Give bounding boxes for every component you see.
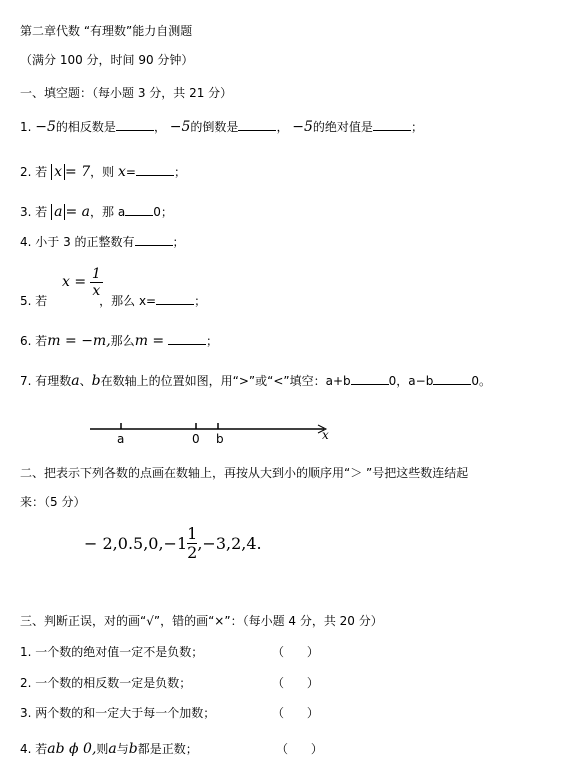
q1-blank-2[interactable] [238, 118, 276, 131]
q1-neg5-c: −5 [292, 119, 313, 135]
j4-answer-paren[interactable]: （ ） [276, 742, 323, 756]
q4-number: 4. [20, 235, 32, 249]
q2-number: 2. [20, 165, 32, 179]
q2-eq: = 7 [65, 164, 91, 180]
section2-heading: 二、把表示下列各数的点画在数轴上，再按从大到小的顺序用“＞ ”号把这些数连结起 [20, 466, 469, 480]
j4-text-and: 与 [116, 742, 129, 756]
section3-heading: 三、判断正误，对的画“√”，错的画“×”：（每小题 4 分，共 20 分） [20, 614, 383, 628]
q4-end: ； [172, 235, 185, 249]
section2-expr-post: ,−3,2,4. [197, 534, 262, 553]
section1-heading: 一、填空题：（每小题 3 分，共 21 分） [20, 86, 233, 100]
q5-text-then: ，那么 x= [99, 294, 157, 308]
judgement-item-4 [20, 740, 198, 758]
question-5 [20, 292, 206, 310]
title: 第二章代数 “有理数”能力自测题 [20, 24, 193, 38]
numberline-label-a: a [117, 432, 125, 446]
q5-blank[interactable] [156, 292, 194, 305]
section2-numbers [84, 525, 262, 562]
q2-end: ； [173, 165, 186, 179]
question-4 [20, 233, 185, 251]
q2-blank[interactable] [136, 163, 174, 176]
section2-heading-cont: 来：（5 分） [20, 495, 86, 509]
q5-frac-num: 1 [91, 266, 101, 282]
judgement-item-1 [20, 643, 203, 661]
j3-number: 3. [20, 706, 32, 720]
j1-text: 一个数的绝对值一定不是负数； [35, 645, 204, 659]
section2-frac-num: 1 [187, 524, 198, 543]
q1-neg5-a: −5 [35, 119, 56, 135]
question-3 [20, 203, 173, 221]
numberline-label-0: 0 [192, 432, 200, 446]
j2-answer-paren[interactable]: （ ） [272, 676, 319, 690]
q7-text-fill: 在数轴上的位置如图，用“>”或“<”填空：a+b [100, 374, 351, 388]
q7-number: 7. [20, 374, 32, 388]
q1-neg5-b: −5 [169, 119, 191, 135]
q1-blank-1[interactable] [116, 118, 154, 131]
q7-sep: 、 [79, 374, 92, 388]
numberline-label-x: x [322, 428, 329, 442]
j4-var-b: b [128, 741, 138, 757]
q1-text-b: 的倒数是 [190, 120, 239, 134]
q2-abs-x: x [51, 164, 65, 180]
q5-text-if: 若 [35, 294, 48, 308]
q6-text-if: 若 [35, 334, 48, 348]
j2-text: 一个数的相反数一定是负数； [35, 676, 192, 690]
q1-text-a: 的相反数是 [55, 120, 116, 134]
j4-text-if: 若 [35, 742, 48, 756]
q6-number: 6. [20, 334, 32, 348]
q2-var-x: x [117, 164, 126, 180]
q1-comma-2: ， [276, 120, 289, 134]
question-6 [20, 332, 218, 350]
q6-expr: m = −m, [47, 333, 111, 349]
q6-expr2: m = [134, 333, 165, 349]
q3-number: 3. [20, 205, 32, 219]
question-2 [20, 163, 186, 181]
j1-number: 1. [20, 645, 32, 659]
section2-frac-den: 2 [187, 543, 198, 562]
q4-text: 小于 3 的正整数有 [35, 235, 135, 249]
q2-equals: = [125, 165, 136, 179]
q5-end: ； [194, 294, 207, 308]
numberline-label-b: b [216, 432, 224, 446]
q1-end: ； [410, 120, 423, 134]
q1-blank-3[interactable] [373, 118, 411, 131]
q7-blank-1[interactable] [351, 372, 389, 385]
subtitle: （满分 100 分，时间 90 分钟） [20, 53, 194, 67]
q6-blank[interactable] [168, 332, 206, 345]
q5-number: 5. [20, 294, 32, 308]
q4-blank[interactable] [135, 233, 173, 246]
q3-eq: = a [65, 204, 91, 220]
j3-text: 两个数的和一定大于每一个加数； [35, 706, 216, 720]
q7-text-a-minus-b: 0，a−b [388, 374, 434, 388]
q7-var-a: a [71, 373, 80, 389]
q3-blank[interactable] [125, 203, 153, 216]
j4-number: 4. [20, 742, 32, 756]
q7-blank-2[interactable] [433, 372, 471, 385]
section2-expr-pre: − 2,0.5,0,−1 [84, 534, 188, 553]
q7-end: 0。 [471, 374, 491, 388]
q1-number: 1. [20, 120, 32, 134]
q2-text-then: ，则 [90, 165, 115, 179]
q1-text-c: 的绝对值是 [312, 120, 373, 134]
j1-answer-paren[interactable]: （ ） [272, 645, 319, 659]
j4-expr: ab ϕ 0, [47, 741, 97, 757]
judgement-item-3 [20, 704, 215, 722]
section2-fraction [187, 525, 197, 562]
question-1 [20, 118, 423, 136]
question-7 [20, 372, 491, 390]
q7-text-rational: 有理数 [35, 374, 72, 388]
j3-answer-paren[interactable]: （ ） [272, 706, 319, 720]
q5-lhs: x = [62, 274, 87, 290]
q1-comma-1: ， [153, 120, 166, 134]
j4-text-positive: 都是正数； [137, 742, 198, 756]
q6-end: ； [205, 334, 218, 348]
q6-text-then: 那么 [110, 334, 135, 348]
q7-var-b: b [91, 373, 101, 389]
j4-text-then: 则 [96, 742, 109, 756]
j4-var-a: a [108, 741, 117, 757]
q5-frac-den: x [92, 283, 101, 299]
q3-text-if: 若 [35, 205, 48, 219]
j2-number: 2. [20, 676, 32, 690]
q2-text-if: 若 [35, 165, 48, 179]
q3-text-then: ，那 a [90, 205, 126, 219]
q3-abs-a: a [51, 204, 65, 220]
q3-end: 0； [153, 205, 173, 219]
judgement-item-2 [20, 674, 191, 692]
